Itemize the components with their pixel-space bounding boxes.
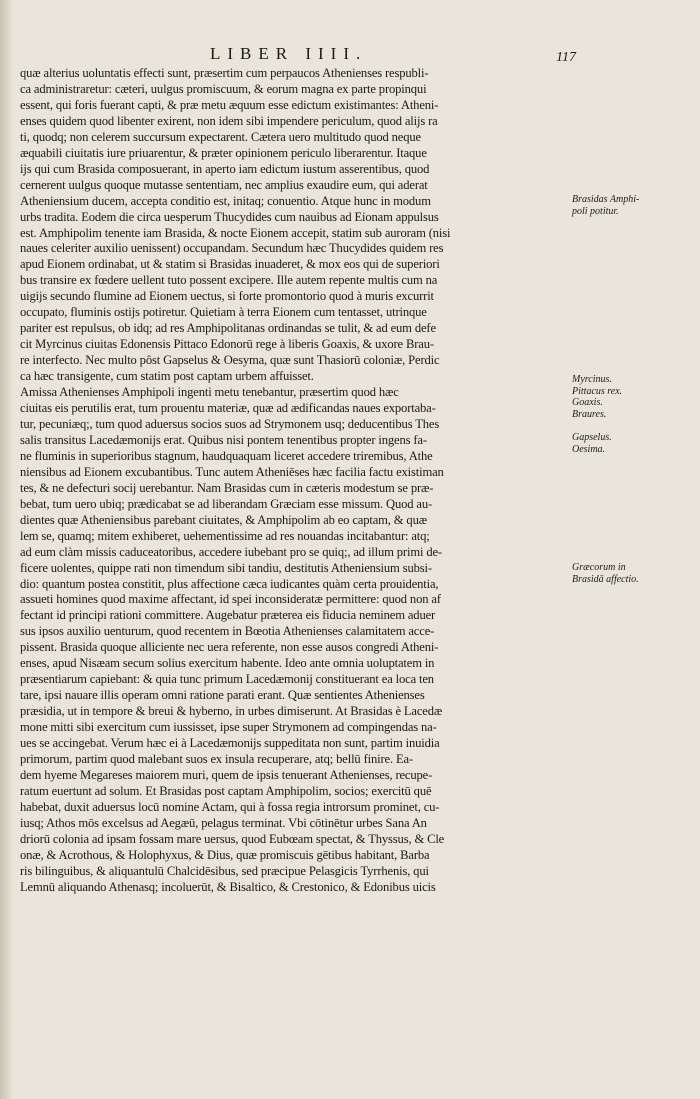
text-line: urbs tradita. Eodem die circa uesperum Thucydides cum nauibus ad Eionam appulsus [20, 209, 439, 224]
text-line: præsidia, ut in tempore & breui & hyberno, in urbes dimiserunt. At Brasidas è Lacedæ [20, 704, 443, 719]
text-line: tes, & ne defecturi socij uerebantur. Nam Brasidas cum in cæteris modestum se præ- [20, 480, 434, 495]
text-line: ris bilinguibus, & aliquantulū Chalcidēsibus, sed præcipue Pelasgicis Tyrrhenis, qui [20, 863, 429, 878]
text-line: tare, ipsi nauare illis operam omni ratione parati erant. Quæ sentientes Athenienses [20, 688, 425, 703]
text-line: est. Amphipolim tenente iam Brasida, & nocte Eionem accepit, statim sub auroram (nisi [20, 225, 451, 240]
text-line: enses quidem quod libenter exirent, non idem sibi impendere periculum, quod alijs ra [20, 113, 438, 128]
margin-note-line: Brasidas Amphi- [572, 194, 640, 205]
text-line: fectant id principi rationi committere. Augebatur præterea eis fiducia neminem aduer [20, 608, 436, 623]
text-line: dio: quantum postea constitit, plus affectione cæca iudicantes quàm certa prouidentia, [20, 576, 439, 591]
text-line: essent, qui foris fuerant capti, & præ metu æquum esse edictum existimantes: Atheni- [20, 97, 439, 112]
text-line: ne fluminis in superioribus stagnum, haudquaquam liceret accedere triremibus, Athe [20, 448, 433, 463]
text-line: dem hyeme Megareses maiorem muri, quem de ipsis tenuerant Athenienses, recupe- [20, 767, 433, 782]
main-text-block [20, 66, 568, 896]
running-title: LIBER IIII. [210, 44, 368, 63]
text-line: ratum euertunt ad solum. Et Brasidas post captam Amphipolim, socios; exercitū quē [20, 783, 432, 798]
text-line: dientes quæ Atheniensibus parebant ciuitates, & Amphipolim ab eo captam, & quæ [20, 512, 427, 527]
margin-note-line: poli potitur. [572, 205, 619, 217]
page-gutter-shadow [0, 0, 14, 1099]
margin-note-brasidas [572, 194, 696, 217]
text-line: ues se accingebat. Verum hæc ei à Lacedæmonijs suppeditata non sunt, partim inuidia [20, 736, 440, 751]
text-line: niensibus ad Eionem excubantibus. Tunc autem Atheniēses hæc facilia factu existiman [20, 464, 444, 479]
text-line: Amissa Athenienses Amphipoli ingenti metu tenebantur, præsertim quod hæc [20, 385, 399, 400]
text-line: ficere uolentes, quippe rati non timendum sibi tandiu, destitutis Atheniensium subsi- [20, 560, 432, 575]
text-line: tur, pecuniæq;, tum quod aduersus socios suos ad Strymonem usq; deducentibus Thes [20, 416, 440, 431]
text-line: lem se, quamq; mitem exhiberet, uehementissime ad res nouandas incitabantur: atq; [20, 528, 430, 543]
text-line: ad eum clàm missis caduceatoribus, accedere iubebant pro se quiq;, ad illum primi de- [20, 544, 442, 559]
text-line: re interfecto. Nec multo pôst Gapselus & Oesyma, quæ sunt Thasiorū coloniæ, Perdic [20, 353, 440, 368]
margin-note-graecorum [572, 562, 696, 585]
margin-note-line: Oesima. [572, 443, 606, 455]
text-line: quæ alterius uoluntatis effecti sunt, præsertim cum perpaucos Athenienses respubli- [20, 66, 429, 80]
margin-note-myrcinus [572, 374, 696, 420]
text-line: habebat, duxit aduersus locū nomine Actam, qui à fossa regia introrsum prominet, cu- [20, 799, 440, 814]
text-line: naues celeriter auxilio uenissent) occupandam. Secundum hæc Thucydides quidem res [20, 241, 444, 256]
text-line: uigijs secundo flumine ad Eionem uectus, si forte promontorio quod à muris excurrit [20, 289, 434, 304]
text-line: apud Eionem ordinabat, ut & statim si Brasidas inuaderet, & mox eos qui de superiori [20, 257, 440, 272]
text-line: præsentiarum capiebant: & quia tunc primum Lacedæmonij constituerant ea loca ten [20, 672, 434, 687]
margin-note-gapselus [572, 432, 696, 455]
text-line: ijs qui cum Brasida composuerant, in aperto iam edictum iustum asserentibus, quod [20, 161, 430, 176]
margin-note-line: Gapselus. [572, 432, 612, 443]
folio-number: 117 [556, 50, 576, 65]
text-line: bus transire ex fœdere uellent tuto possent excipere. Ille autem repente multis cum na [20, 273, 438, 288]
text-line: cit Myrcinus ciuitas Edonensis Pittaco Edonorū rege à liberis Goaxis, & uxore Brau- [20, 337, 434, 352]
margin-note-line: Braures. [572, 408, 607, 420]
text-line: sus ipsos auxilio uenturum, quod recentem in Bœotia Athenienses calamitatem acce- [20, 624, 435, 639]
text-line: Atheniensium ducem, accepta conditio est, initaq; conuentio. Atque hunc in modum [20, 193, 431, 208]
margin-note-line: Pittacus rex. [572, 385, 623, 397]
text-line: ca hæc transigente, cum statim post captam urbem affuisset. [20, 369, 314, 384]
text-line: ciuitas eis perutilis erat, tum prouentu materiæ, quæ ad ædificandas naues exportaba- [20, 401, 436, 416]
text-line: ca administraretur: cæteri, uulgus promiscuum, & eorum magna ex parte propinqui [20, 81, 427, 96]
text-line: driorū colonia ad ipsam fossam mare uersus, quod Eubœam spectat, & Thyssus, & Cle [20, 831, 445, 846]
margin-note-line: Goaxis. [572, 397, 603, 408]
text-line: enses, apud Nisæam secum solius exercitum habente. Ideo ante omnia uoluptatem in [20, 656, 435, 671]
text-line: cernerent uulgus quoque mutasse sententiam, nec amplius exaudire eum, qui aderat [20, 177, 428, 192]
margin-note-line: Græcorum in [572, 562, 626, 573]
text-line: ti, quodq; non celerem succursum expectarent. Cætera uero multitudo quod neque [20, 129, 421, 144]
margin-note-line: Myrcinus. [572, 374, 612, 385]
text-line: bebat, tum uero ubiq; prædicabat se ad liberandam Græciam esse missum. Quod au- [20, 496, 433, 511]
text-line: iusq; Athos mōs excelsus ad Aegæū, pelagus terminat. Vbi cōtinētur urbes Sana An [20, 815, 427, 830]
text-line: pariter est repulsus, ob idq; ad res Amphipolitanas ordinandas se tulit, & ad eum defe [20, 321, 436, 336]
margin-note-line: Brasidā affectio. [572, 573, 639, 585]
text-line: salis transitus Lacedæmonijs erat. Quibus nisi pontem tenentibus propter ingens fa- [20, 432, 427, 447]
text-line: pissent. Brasida quoque alliciente nec uera referente, non esse ausos congredi Atheni- [20, 640, 439, 655]
text-line: occupato, fluminis ostijs potiretur. Quietiam à terra Eionem cum tentasset, utrinque [20, 305, 427, 320]
text-line: Lemnū aliquando Athenasq; incoluerūt, & Bisaltico, & Crestonico, & Edonibus uicis [20, 879, 436, 894]
text-line: primorum, partim quod malebant suos ex insula recuperare, atq; bellū finire. Ea- [20, 751, 413, 766]
text-line: assueti homines quod maxime affectant, id spei inconsideratæ permittere: quod non af [20, 592, 441, 607]
text-line: onæ, & Acrothous, & Holophyxus, & Dius, quæ promiscuis gētibus habitant, Barba [20, 847, 430, 862]
text-line: æquabili ciuitatis iure priuarentur, & præter opinionem periculo liberarentur. Itaque [20, 145, 427, 160]
text-line: mone mitti sibi exercitum cum iussisset, ipse super Strymonem ad compingendas na- [20, 720, 437, 735]
